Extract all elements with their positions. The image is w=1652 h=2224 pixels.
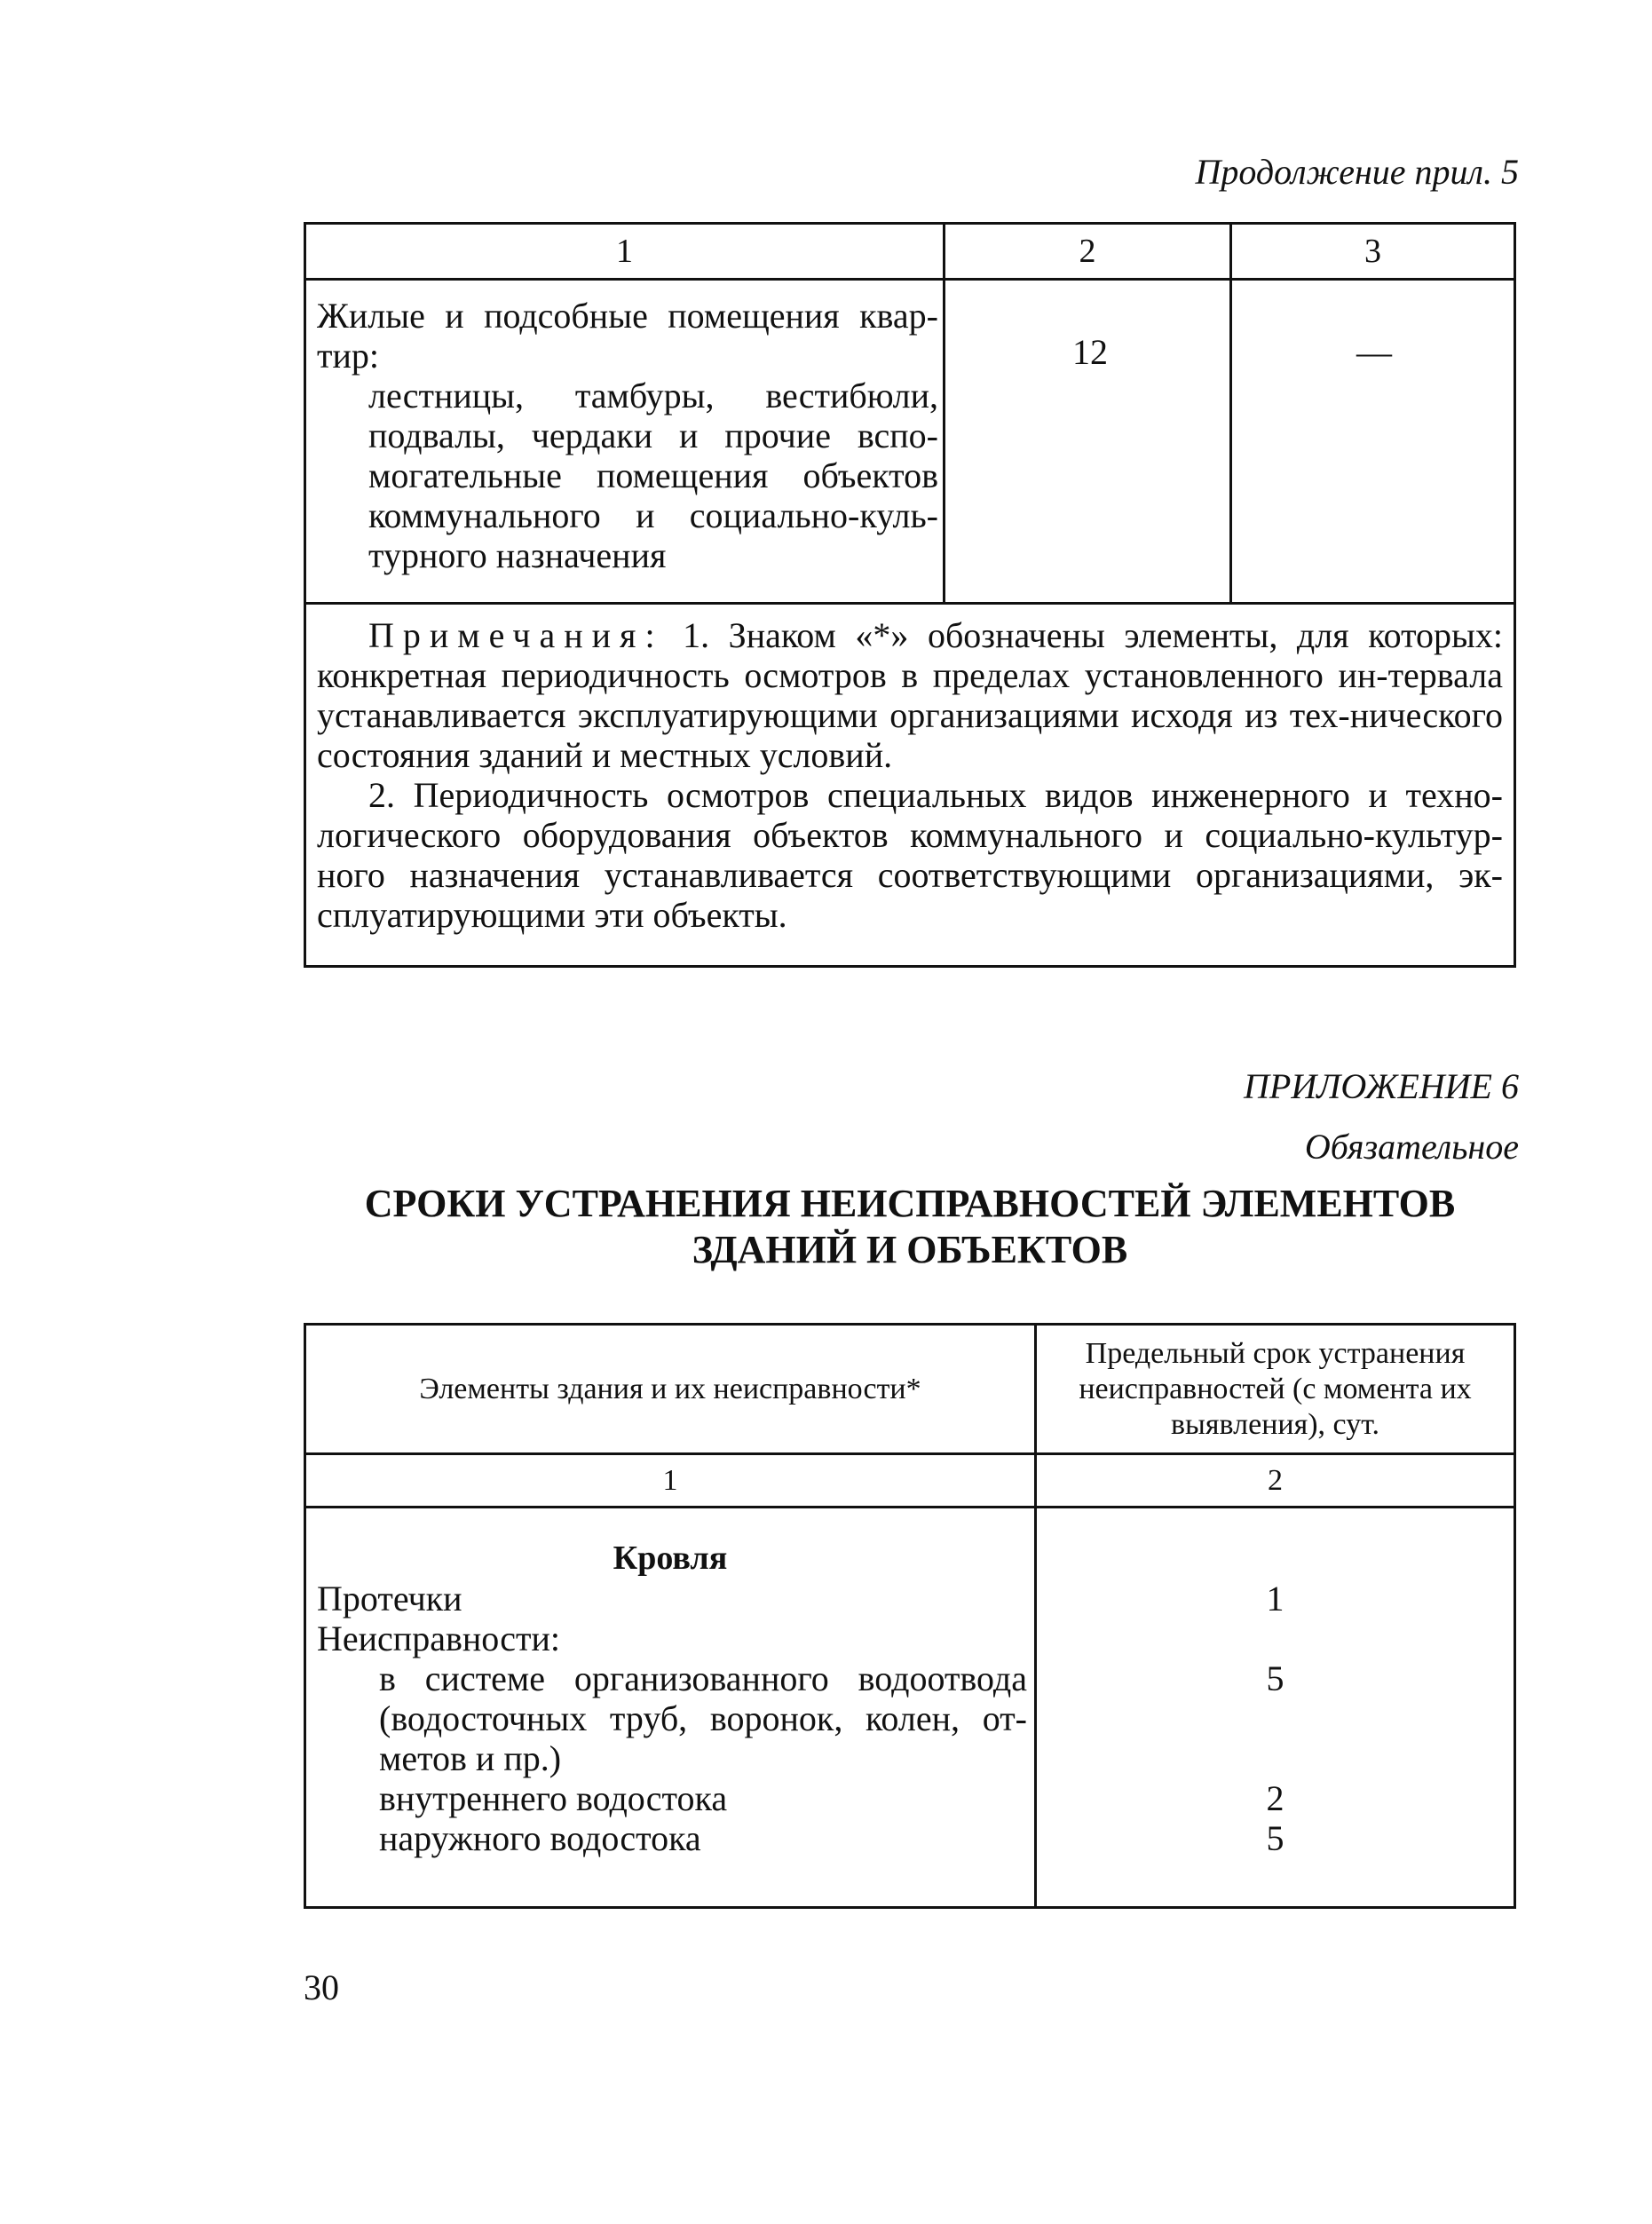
row-title: Жилые и подсобные помещения квар-тир: xyxy=(317,296,938,376)
table-inspection-periodicity xyxy=(304,222,1516,968)
table-row-label: в системе организованного водоотвода (водосточных труб, воронок, колен, от-метов и пр.) xyxy=(379,1658,1027,1778)
appendix-subtitle: Обязательное xyxy=(1304,1127,1519,1167)
continuation-label: Продолжение прил. 5 xyxy=(1195,152,1519,192)
section-heading xyxy=(304,1181,1516,1273)
table-row-label: Протечки xyxy=(317,1579,462,1619)
column-number-1: 1 xyxy=(662,1464,678,1497)
table-row-value: 5 xyxy=(1266,1658,1284,1698)
table-row-label xyxy=(317,296,938,575)
table-notes xyxy=(317,615,1503,935)
table-repair-deadlines xyxy=(304,1323,1516,1909)
page-number: 30 xyxy=(304,1967,339,2007)
row-divider xyxy=(306,602,1514,605)
header-col-2: 2 xyxy=(1079,233,1096,270)
header-col-1: 1 xyxy=(616,233,633,270)
column-divider xyxy=(943,225,945,602)
row-value-col2: 12 xyxy=(1072,332,1108,372)
note-2: 2. Периодичность осмотров специальных видов инженерного и техно-логического оборудования объектов коммунального и социально-культур-ного назначения устанавливается соответствующими организациями, эк-сплуатирующими эти объекты. xyxy=(317,775,1503,935)
heading-line-2: ЗДАНИЙ И ОБЪЕКТОВ xyxy=(692,1228,1128,1271)
table-row-value: 5 xyxy=(1266,1818,1284,1858)
table-header-row xyxy=(306,225,1514,281)
header-col-1: Элементы здания и их неисправности* xyxy=(419,1372,921,1405)
table-row-label: Неисправности: xyxy=(317,1619,561,1658)
header-col-2: Предельный срок устранения неисправностей (с момента их выявления), сут. xyxy=(1079,1336,1472,1441)
table-row-value: 1 xyxy=(1266,1579,1284,1619)
row-value-col3: — xyxy=(1356,332,1392,372)
appendix-title: ПРИЛОЖЕНИЕ 6 xyxy=(1244,1066,1519,1106)
column-number-2: 2 xyxy=(1268,1464,1283,1497)
row-divider xyxy=(306,1506,1514,1508)
note-1: 1. Знаком «*» обозначены элементы, для которых: конкретная периодичность осмотров в пределах установленного ин-тервала устанавливается эксплуатирующими организациями исходя из тех-нического состояния зданий и местных условий. xyxy=(317,615,1504,775)
column-divider xyxy=(1229,225,1232,602)
table-row-label: наружного водостока xyxy=(379,1818,701,1858)
header-col-3: 3 xyxy=(1364,233,1381,270)
section-title: Кровля xyxy=(613,1539,728,1577)
heading-line-1: СРОКИ УСТРАНЕНИЯ НЕИСПРАВНОСТЕЙ ЭЛЕМЕНТОВ xyxy=(364,1182,1456,1225)
notes-label: Примечания: xyxy=(368,615,664,655)
table-row-value: 2 xyxy=(1266,1778,1284,1818)
table-row-label: внутреннего водостока xyxy=(379,1778,728,1818)
row-subtitle: лестницы, тамбуры, вестибюли, подвалы, чердаки и прочие вспо-могательные помещения объектов коммунального и социально-куль-турного назначения xyxy=(368,376,938,575)
